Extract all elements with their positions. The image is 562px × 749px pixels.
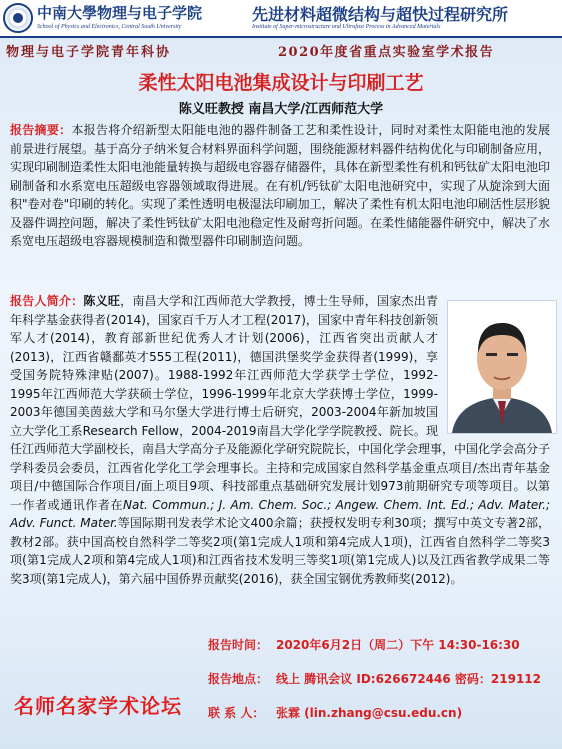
info-time	[208, 636, 520, 653]
journal-list: Nat. Commun.; J. Am. Chem. Soc.; Angew. Chem. Int. Ed.; Adv. Mater.; Adv. Funct. Mater.	[10, 497, 550, 530]
institute-english-name: Institute of Super-microstructure and Ultrafast Process in Advanced Materials	[252, 24, 441, 30]
talk-title: 柔性太阳电池集成设计与印刷工艺	[138, 72, 424, 94]
university-logo-icon	[3, 3, 33, 33]
abstract-paragraph	[10, 121, 550, 251]
organizer-text: 物理与电子学院青年科协	[6, 45, 172, 60]
contact-value: 张霖 (lin.zhang@csu.edu.cn)	[276, 706, 463, 720]
place-value: 线上 腾讯会议 ID:626672446 密码：219112	[276, 672, 542, 686]
institute-name: 先进材料超微结构与超快过程研究所	[252, 5, 509, 24]
forum-slogan: 名师名家学术论坛	[14, 694, 182, 718]
bio-text-part2: 等国际期刊发表学术论文400余篇；获授权发明专利30项；撰写中英文专著2部，教材2部。获中国高校自然科学二等奖2项(第1完成人1项和第4完成人1项)，江西省自然科学二等奖3项(第1完成人2项和第4完成人1项)和江西省技术发明三等奖1项(第1完成人)以及江西省教学成果二等奖3项(第1完成人)，第六届中国侨界贡献奖(2016)，获全国宝钢优秀教师奖(2012)。	[10, 516, 551, 586]
bio-label: 报告人简介：	[10, 294, 84, 308]
contact-label: 联 系 人：	[208, 706, 265, 720]
university-name: 中南大學物理与电子学院	[37, 4, 203, 22]
speaker-name: 陈义旺	[83, 294, 121, 308]
time-label: 报告时间：	[208, 638, 269, 652]
info-place	[208, 670, 541, 687]
bio-text-part1: ，南昌大学和江西师范大学教授，博士生导师，国家杰出青年科学基金获得者(2014)，国家百千万人才工程(2017)，国家中青年科技创新领军人才(2014)，教育部新世纪优秀人才计划(2006)，江西省突出贡献人才(2013)，江西省赣鄱英才555工程(2011)，德国洪堡奖学金获得者(1999)，享受国务院特殊津贴(2007)。1988-1992年江西师范大学获学士学位，1992-1995年江西师范大学获硕士学位，1996-1999年北京大学获博士学位，1999-2003年德国美茵兹大学和马尔堡大学进行博士后研究，2003-2004年新加坡国立大学化工系Research Fellow，2004-2019南昌大学化学学院教授、院长。现任江西师范大学副校长，南昌大学高分子及能源化学研究院院长，中国化学会理事，中国化学会高分子学科委员会委员，江西省化学化工学会理事长。主持和完成国家自然科学基金重点项目/杰出青年基金项目/中德国际合作项目/面上项目9项、科技部重点基础研究发展计划973前期研究专项等项目。以第一作者或通讯作者在	[10, 294, 551, 512]
event-band	[0, 40, 562, 66]
speaker-photo	[447, 300, 557, 434]
school-english-name: School of Physics and Electronics, Central South University	[37, 24, 182, 30]
event-series-text: 2020年度省重点实验室学术报告	[278, 45, 495, 60]
time-value: 2020年6月2日（周二）下午 14:30-16:30	[276, 638, 520, 652]
info-contact	[208, 704, 462, 721]
abstract-text: 本报告将介绍新型太阳能电池的器件制备工艺和柔性设计，同时对柔性太阳能电池的发展前景进行展望。基于高分子纳米复合材料界面科学问题，围绕能源材料器件结构优化与印刷制备应用，实现印刷制造柔性太阳电池能量转换与超级电容器存储器件，具体在新型柔性有机和钙钛矿太阳电池印刷制备和水系宽电压超级电容器领域取得进展。在有机/钙钛矿太阳电池研究中，实现了从旋涂到大面积"卷对卷"印刷的转化。实现了柔性透明电极湿法印刷加工，解决了柔性有机太阳电池印刷活性层形貌及器件调控问题，解决了柔性钙钛矿太阳电池稳定性及耐弯折问题。在柔性储能器件研究中，解决了水系宽电压超级电容器规模制造和微型器件印刷制造问题。	[10, 123, 551, 248]
speaker-portrait-icon	[448, 301, 556, 433]
header-bar	[0, 0, 562, 38]
place-label: 报告地点：	[208, 672, 269, 686]
speaker-line: 陈义旺教授 南昌大学/江西师范大学	[178, 102, 384, 117]
abstract-label: 报告摘要：	[10, 123, 72, 137]
